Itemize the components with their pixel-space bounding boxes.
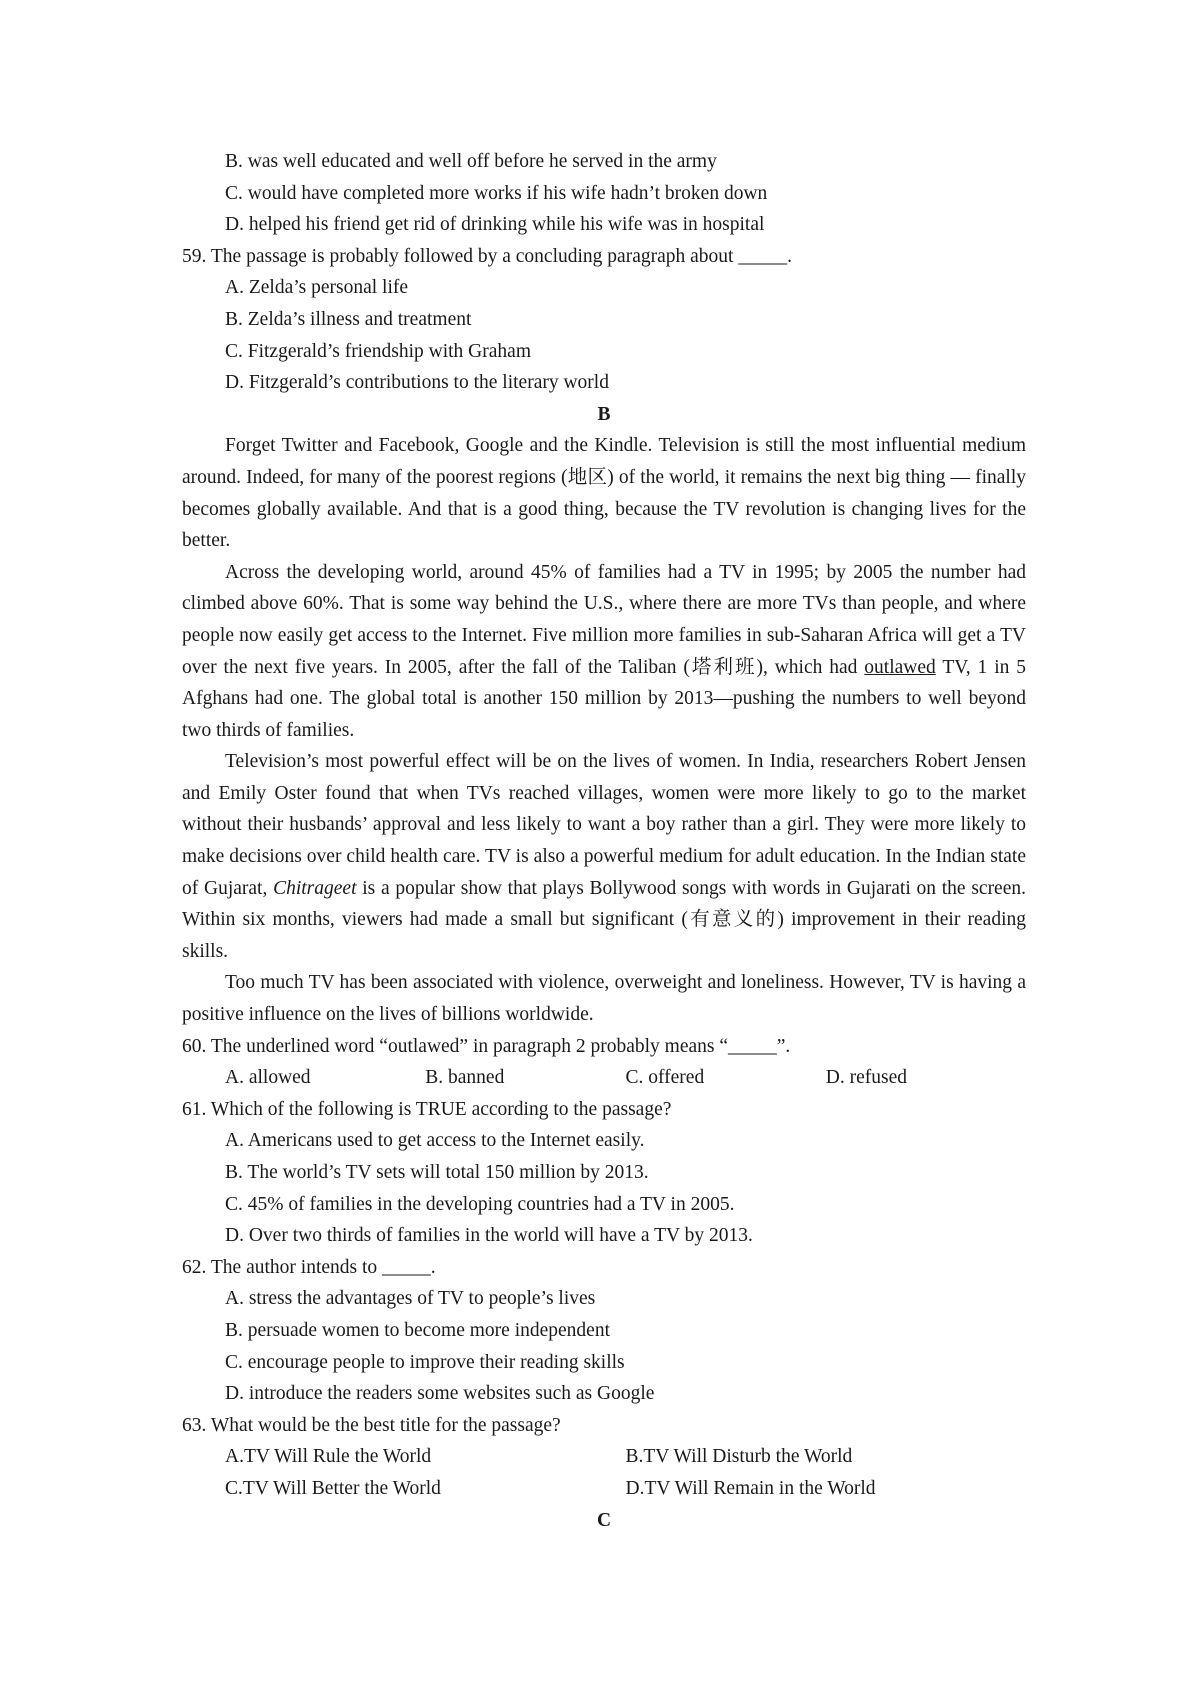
q62-option-a: A. stress the advantages of TV to people’s lives <box>225 1288 596 1310</box>
p3-text-start: Television’s most powerful effect will be on the lives of women. In India, researchers Robert Jensen and Emily Oster found that when TVs reached villages, women were more likely to go to the market without their husbands’ approval and less likely to want a boy rather than a girl. They were more likely to make decisions over child health care. TV is also a powerful medium for adult education. In the Indian state of Gujarat, <box>182 751 1026 899</box>
q59-option-c: C. Fitzgerald’s friendship with Graham <box>225 340 531 362</box>
q63-options-row-1 <box>182 1441 1026 1473</box>
q60-option-c: C. offered <box>625 1067 705 1089</box>
q61-option-b: B. The world’s TV sets will total 150 million by 2013. <box>225 1162 649 1183</box>
q61-option-d: D. Over two thirds of families in the world will have a TV by 2013. <box>225 1225 753 1247</box>
q60-options <box>182 1062 1026 1094</box>
q61-stem: 61. Which of the following is TRUE according to the passage? <box>182 1098 672 1120</box>
section-b-heading: B <box>597 403 611 425</box>
p3-text-end: is a popular show that plays Bollywood songs with words in Gujarati on the screen. Within six months, viewers had made a small but significant (有意义的) improvement in their reading skills. <box>182 877 1026 962</box>
q59-option-b: B. Zelda’s illness and treatment <box>225 308 472 330</box>
q59-stem: 59. The passage is probably followed by a concluding paragraph about _____. <box>182 245 792 267</box>
show-title-chitrageet: Chitrageet <box>273 877 357 899</box>
passage-b-paragraph-2 <box>182 557 1026 747</box>
q58-option-b: B. was well educated and well off before he served in the army <box>225 151 717 172</box>
q59-option-a: A. Zelda’s personal life <box>225 277 409 299</box>
q62-option-b: B. persuade women to become more independent <box>225 1319 611 1341</box>
passage-b-paragraph-3 <box>182 746 1026 967</box>
q63-option-a: A.TV Will Rule the World <box>225 1446 432 1468</box>
q61-option-c: C. 45% of families in the developing countries had a TV in 2005. <box>225 1193 735 1215</box>
q61-option-a: A. Americans used to get access to the Internet easily. <box>225 1130 645 1152</box>
passage-b-paragraph-4: Too much TV has been associated with violence, overweight and loneliness. However, TV is having a positive influence on the lives of billions worldwide. <box>182 972 1026 1026</box>
p2-text-end: TV, 1 in 5 Afghans had one. The global total is another 150 million by 2013—pushing the numbers to well beyond two thirds of families. <box>182 656 1026 741</box>
q62-option-d: D. introduce the readers some websites such as Google <box>225 1383 655 1405</box>
q60-option-a: A. allowed <box>225 1067 311 1089</box>
q62-stem: 62. The author intends to _____. <box>182 1256 436 1278</box>
section-c-heading: C <box>596 1509 612 1531</box>
q60-option-b: B. banned <box>425 1067 505 1089</box>
q63-options-row-2 <box>182 1473 1026 1505</box>
q60-option-d: D. refused <box>825 1067 907 1089</box>
underlined-word-outlawed: outlawed <box>864 656 936 678</box>
page-content <box>182 146 1026 1536</box>
q59-option-d: D. Fitzgerald’s contributions to the literary world <box>225 372 609 394</box>
q63-option-b: B.TV Will Disturb the World <box>625 1446 853 1468</box>
q62-option-c: C. encourage people to improve their reading skills <box>225 1351 625 1373</box>
q58-option-c: C. would have completed more works if his wife hadn’t broken down <box>225 182 768 204</box>
q58-option-d: D. helped his friend get rid of drinking while his wife was in hospital <box>225 214 765 236</box>
p2-text-start: Across the developing world, around 45% of families had a TV in 1995; by 2005 the number had climbed above 60%. That is some way behind the U.S., where there are more TVs than people, and where people now easily get access to the Internet. Five million more families in sub-Saharan Africa will get a TV over the next five years. In 2005, after the fall of the Taliban (塔利班), which had <box>182 561 1026 678</box>
q63-option-d: D.TV Will Remain in the World <box>625 1477 876 1499</box>
q63-stem: 63. What would be the best title for the passage? <box>182 1414 561 1436</box>
passage-b-paragraph-1: Forget Twitter and Facebook, Google and the Kindle. Television is still the most influential medium around. Indeed, for many of the poorest regions (地区) of the world, it remains the next big thing — finally becomes globally available. And that is a good thing, because the TV revolution is changing lives for the better. <box>182 435 1026 552</box>
q60-stem: 60. The underlined word “outlawed” in paragraph 2 probably means “_____”. <box>182 1035 791 1057</box>
q63-option-c: C.TV Will Better the World <box>225 1477 441 1499</box>
